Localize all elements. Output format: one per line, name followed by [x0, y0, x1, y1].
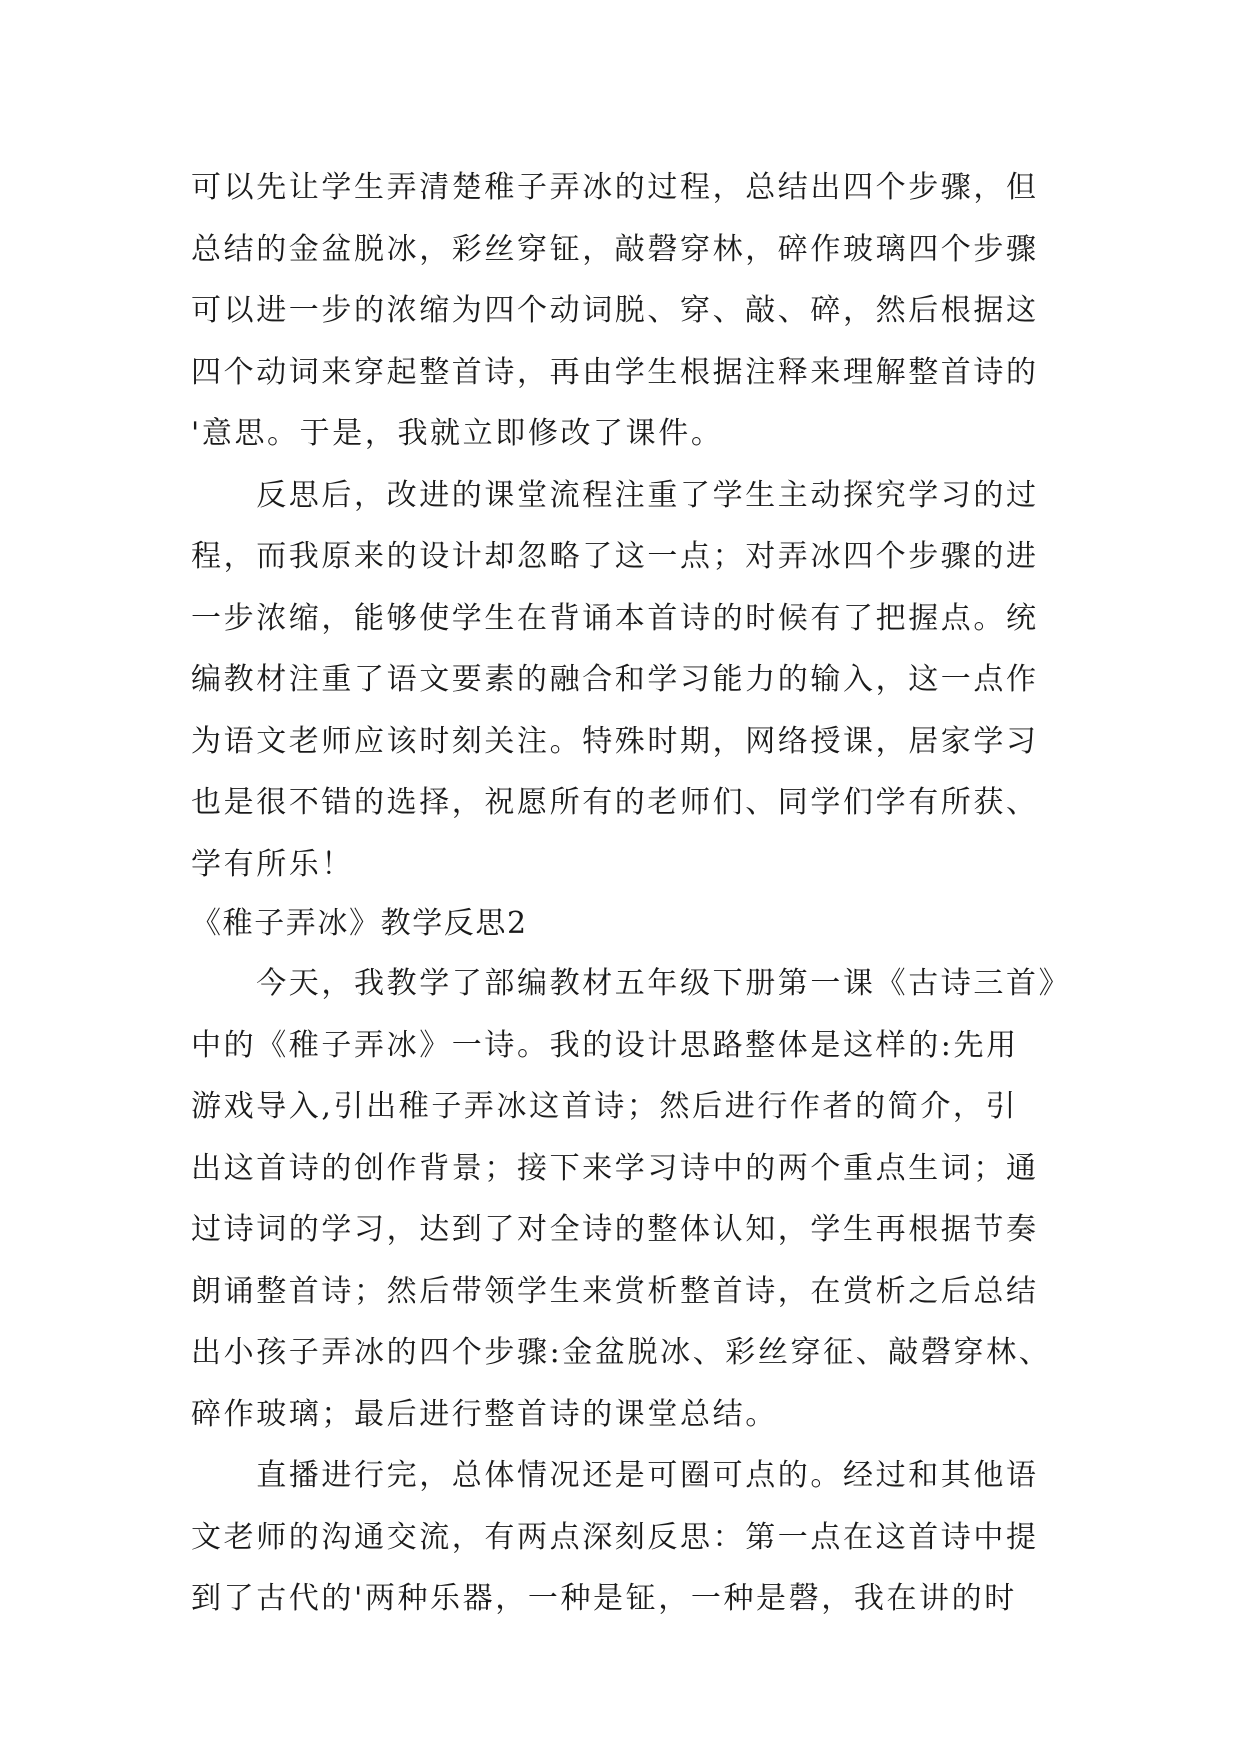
text-line: 编教材注重了语文要素的融合和学习能力的输入，这一点作 [191, 662, 1039, 697]
text-line: 过诗词的学习，达到了对全诗的整体认知，学生再根据节奏 [191, 1212, 1039, 1247]
text-line: 中的《稚子弄冰》一诗。我的设计思路整体是这样的:先用 [191, 1027, 1019, 1063]
text-line: 朗诵整首诗；然后带领学生来赏析整首诗，在赏析之后总结 [191, 1273, 1039, 1309]
text-line: 可以进一步的浓缩为四个动词脱、穿、敲、碎，然后根据这 [191, 293, 1039, 328]
text-line: 也是很不错的选择，祝愿所有的老师们、同学们学有所获、 [191, 785, 1039, 820]
text-line: 游戏导入,引出稚子弄冰这首诗；然后进行作者的简介，引 [191, 1089, 1019, 1124]
text-line: 出小孩子弄冰的四个步骤:金盆脱冰、彩丝穿征、敲磬穿林、 [191, 1335, 1052, 1370]
text-line: 四个动词来穿起整首诗，再由学生根据注释来理解整首诗的 [191, 354, 1039, 390]
text-line: 反思后，改进的课堂流程注重了学生主动探究学习的过 [191, 477, 1039, 513]
text-line: 碎作玻璃；最后进行整首诗的课堂总结。 [191, 1396, 778, 1432]
text-line: 到了古代的'两种乐器，一种是钲，一种是磬，我在讲的时 [191, 1581, 1017, 1616]
text-line: 一步浓缩，能够使学生在背诵本首诗的时候有了把握点。统 [191, 600, 1039, 636]
text-line: 总结的金盆脱冰，彩丝穿钲，敲磬穿林，碎作玻璃四个步骤 [191, 231, 1039, 267]
text-line: 程，而我原来的设计却忽略了这一点；对弄冰四个步骤的进 [191, 539, 1039, 574]
text-line: 为语文老师应该时刻关注。特殊时期，网络授课，居家学习 [191, 723, 1039, 759]
text-line: 学有所乐！ [191, 846, 354, 882]
text-line: 文老师的沟通交流，有两点深刻反思：第一点在这首诗中提 [191, 1519, 1039, 1555]
text-line: 出这首诗的创作背景；接下来学习诗中的两个重点生词；通 [191, 1150, 1039, 1186]
text-line: 可以先让学生弄清楚稚子弄冰的过程，总结出四个步骤，但 [191, 170, 1039, 205]
text-line: '意思。于是，我就立即修改了课件。 [191, 416, 724, 451]
text-line: 今天，我教学了部编教材五年级下册第一课《古诗三首》 [191, 966, 1072, 1001]
text-line: 直播进行完，总体情况还是可圈可点的。经过和其他语 [191, 1458, 1039, 1493]
document-body [191, 157, 1071, 1630]
section-heading: 《稚子弄冰》教学反思2 [191, 906, 528, 941]
